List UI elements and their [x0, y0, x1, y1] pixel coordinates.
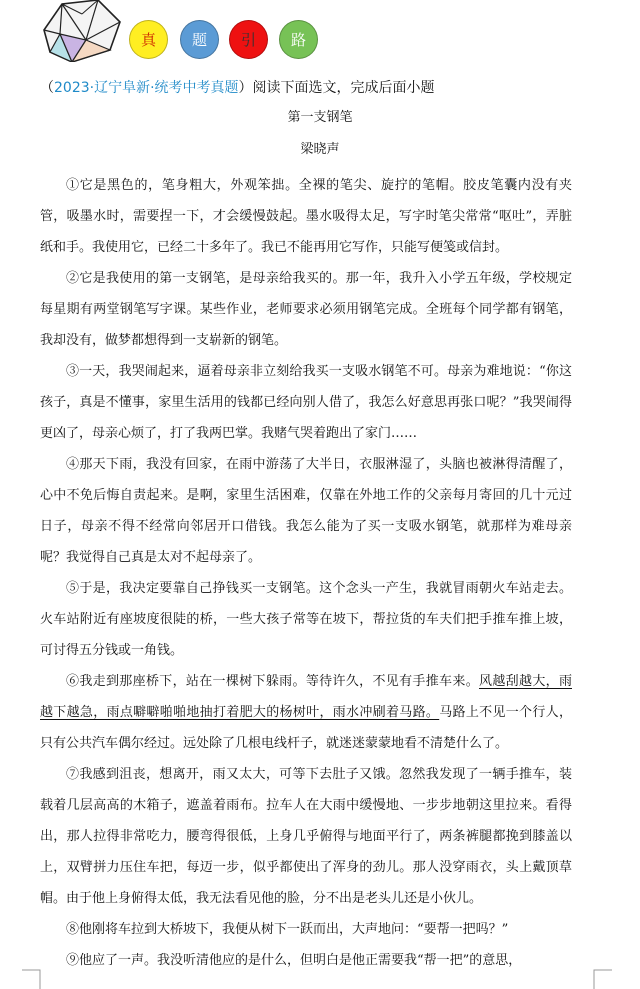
source-tag-link[interactable]: 2023·辽宁阜新·统考中考真题 [54, 80, 239, 96]
source-open-paren: （ [40, 80, 54, 96]
question-source-line [40, 77, 600, 99]
paragraph-9: ⑨他应了一声。我没听清他应的是什么，但明白是他正需要我“帮一把”的意思， [66, 953, 522, 968]
badge-ti: 题 [180, 20, 219, 59]
article-title: 第一支钢笔 [287, 110, 353, 125]
icosahedron-icon [42, 0, 122, 62]
article-body [40, 170, 572, 976]
badge-lu: 路 [279, 20, 318, 59]
page-corner-mark-right [592, 968, 612, 989]
badge-yin: 引 [229, 20, 268, 59]
badge-zhen: 真 [129, 20, 168, 59]
page-header [0, 0, 640, 70]
paragraph-2: ②它是我使用的第一支钢笔，是母亲给我买的。那一年，我升入小学五年级，学校规定每星期有两堂钢笔写字课。某些作业，老师要求必须用钢笔完成。全班每个同学都有钢笔，我却没有，做梦都想得到一支崭新的钢笔。 [40, 271, 572, 348]
paragraph-6-pre: ⑥我走到那座桥下，站在一棵树下躲雨。等待许久，不见有手推车来。 [66, 674, 480, 689]
paragraph-6-post: 马路上不见一个行人，只有公共汽车偶尔经过。远处除了几根电线杆子，就迷迷蒙蒙地看不清楚什么了。 [40, 705, 572, 751]
paragraph-3: ③一天，我哭闹起来，逼着母亲非立刻给我买一支吸水钢笔不可。母亲为难地说：“你这孩子，真是不懂事，家里生活用的钱都已经向别人借了，我怎么好意思再张口呢？”我哭闹得更凶了，母亲心烦了，打了我两巴掌。我赌气哭着跑出了家门…… [40, 364, 572, 441]
underlined-sentence: 风越刮越大，雨越下越急，雨点噼噼啪啪地抽打着肥大的杨树叶，雨水冲刷着马路。 [40, 674, 572, 720]
paragraph-5: ⑤于是，我决定要靠自己挣钱买一支钢笔。这个念头一产生，我就冒雨朝火车站走去。火车站附近有座坡度很陡的桥，一些大孩子常等在坡下，帮拉货的车夫们把手推车推上坡，可讨得五分钱或一角钱。 [40, 581, 572, 658]
article-author: 梁晓声 [300, 142, 340, 157]
paragraph-7: ⑦我感到沮丧，想离开，雨又太大，可等下去肚子又饿。忽然我发现了一辆手推车，装载着几层高高的木箱子，遮盖着雨布。拉车人在大雨中缓慢地、一步步地朝这里拉来。看得出，那人拉得非常吃力，腰弯得很低，上身几乎俯得与地面平行了，两条裤腿都挽到膝盖以上，双臂拼力压住车把，每迈一步，似乎都使出了浑身的劲儿。那人没穿雨衣，头上戴顶草帽。由于他上身俯得太低，我无法看见他的脸，分不出是老头儿还是小伙儿。 [40, 767, 572, 906]
source-close-paren: ） [238, 80, 253, 96]
page-corner-mark-left [22, 968, 42, 989]
paragraph-4: ④那天下雨，我没有回家，在雨中游荡了大半日，衣服淋湿了，头脑也被淋得清醒了，心中不免后悔自责起来。是啊，家里生活困难，仅靠在外地工作的父亲每月寄回的几十元过日子，母亲不得不经常向邻居开口借钱。我怎么能为了买一支吸水钢笔，就那样为难母亲呢？我觉得自己真是太对不起母亲了。 [40, 457, 572, 565]
paragraph-8: ⑧他刚将车拉到大桥坡下，我便从树下一跃而出，大声地问：“要帮一把吗？” [66, 922, 509, 937]
instruction-text: 阅读下面选文，完成后面小题 [252, 80, 435, 96]
paragraph-1: ①它是黑色的，笔身粗大，外观笨拙。全裸的笔尖、旋拧的笔帽。胶皮笔囊内没有夹管，吸墨水时，需要捏一下，才会缓慢鼓起。墨水吸得太足，写字时笔尖常常“呕吐”，弄脏纸和手。我使用它，已经二十多年了。我已不能再用它写作，只能写便笺或信封。 [40, 178, 572, 255]
paragraph-6 [40, 666, 572, 759]
